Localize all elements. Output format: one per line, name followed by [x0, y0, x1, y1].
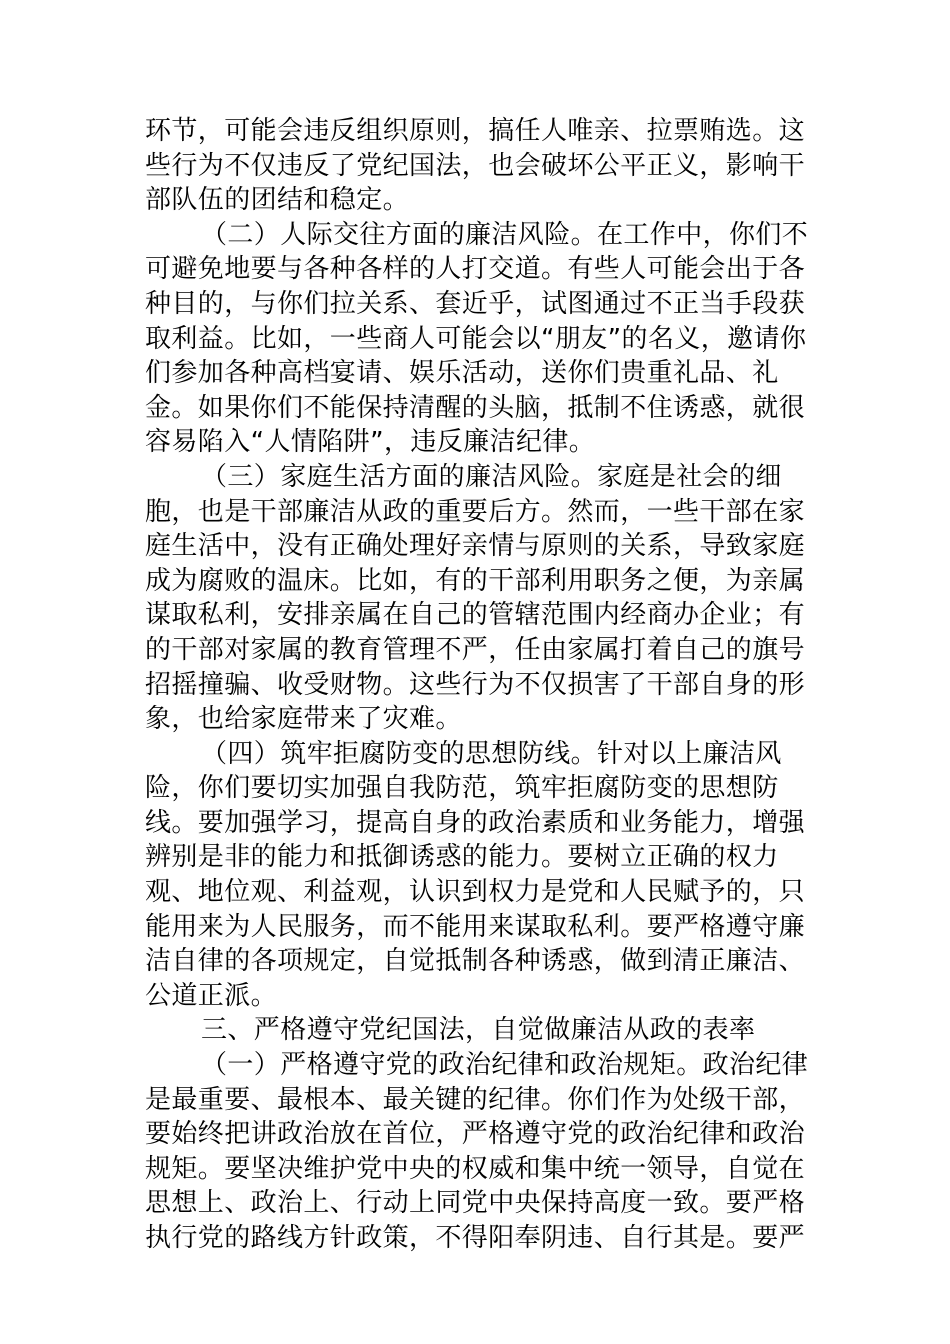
document-body — [145, 114, 815, 1256]
paragraph-continuation: 环节，可能会违反组织原则，搞任人唯亲、拉票贿选。这些行为不仅违反了党纪国法，也会破坏公平正义，影响干部队伍的团结和稳定。 — [145, 116, 806, 216]
paragraph-defense-line: （四）筑牢拒腐防变的思想防线。针对以上廉洁风险，你们要切实加强自我防范，筑牢拒腐防变的思想防线。要加强学习，提高自身的政治素质和业务能力，增强辨别是非的能力和抵御诱惑的能力。要树立正确的权力观、地位观、利益观，认识到权力是党和人民赋予的，只能用来为人民服务，而不能用来谋取私利。要严格遵守廉洁自律的各项规定，自觉抵制各种诱惑，做到清正廉洁、公道正派。 — [145, 738, 806, 1011]
paragraph-political-discipline: （一）严格遵守党的政治纪律和政治规矩。政治纪律是最重要、最根本、最关键的纪律。你们作为处级干部，要始终把讲政治放在首位，严格遵守党的政治纪律和政治规矩。要坚决维护党中央的权威和集中统一领导，自觉在思想上、政治上、行动上同党中央保持高度一致。要严格执行党的路线方针政策，不得阳奉阴违、自行其是。要严 — [145, 1050, 809, 1253]
paragraph-interpersonal-risk: （二）人际交往方面的廉洁风险。在工作中，你们不可避免地要与各种各样的人打交道。有些人可能会出于各种目的，与你们拉关系、套近乎，试图通过不正当手段获取利益。比如，一些商人可能会以“朋友”的名义，邀请你们参加各种高档宴请、娱乐活动，送你们贵重礼品、礼金。如果你们不能保持清醒的头脑，抵制不住诱惑，就很容易陷入“人情陷阱”，违反廉洁纪律。 — [145, 219, 809, 458]
section-heading-three: 三、严格遵守党纪国法，自觉做廉洁从政的表率 — [201, 1015, 756, 1046]
paragraph-family-risk: （三）家庭生活方面的廉洁风险。家庭是社会的细胞，也是干部廉洁从政的重要后方。然而，一些干部在家庭生活中，没有正确处理好亲情与原则的关系，导致家庭成为腐败的温床。比如，有的干部利用职务之便，为亲属谋取私利，安排亲属在自己的管辖范围内经商办企业；有的干部对家属的教育管理不严，任由家属打着自己的旗号招摇撞骗、收受财物。这些行为不仅损害了干部自身的形象，也给家庭带来了灾难。 — [145, 461, 806, 735]
